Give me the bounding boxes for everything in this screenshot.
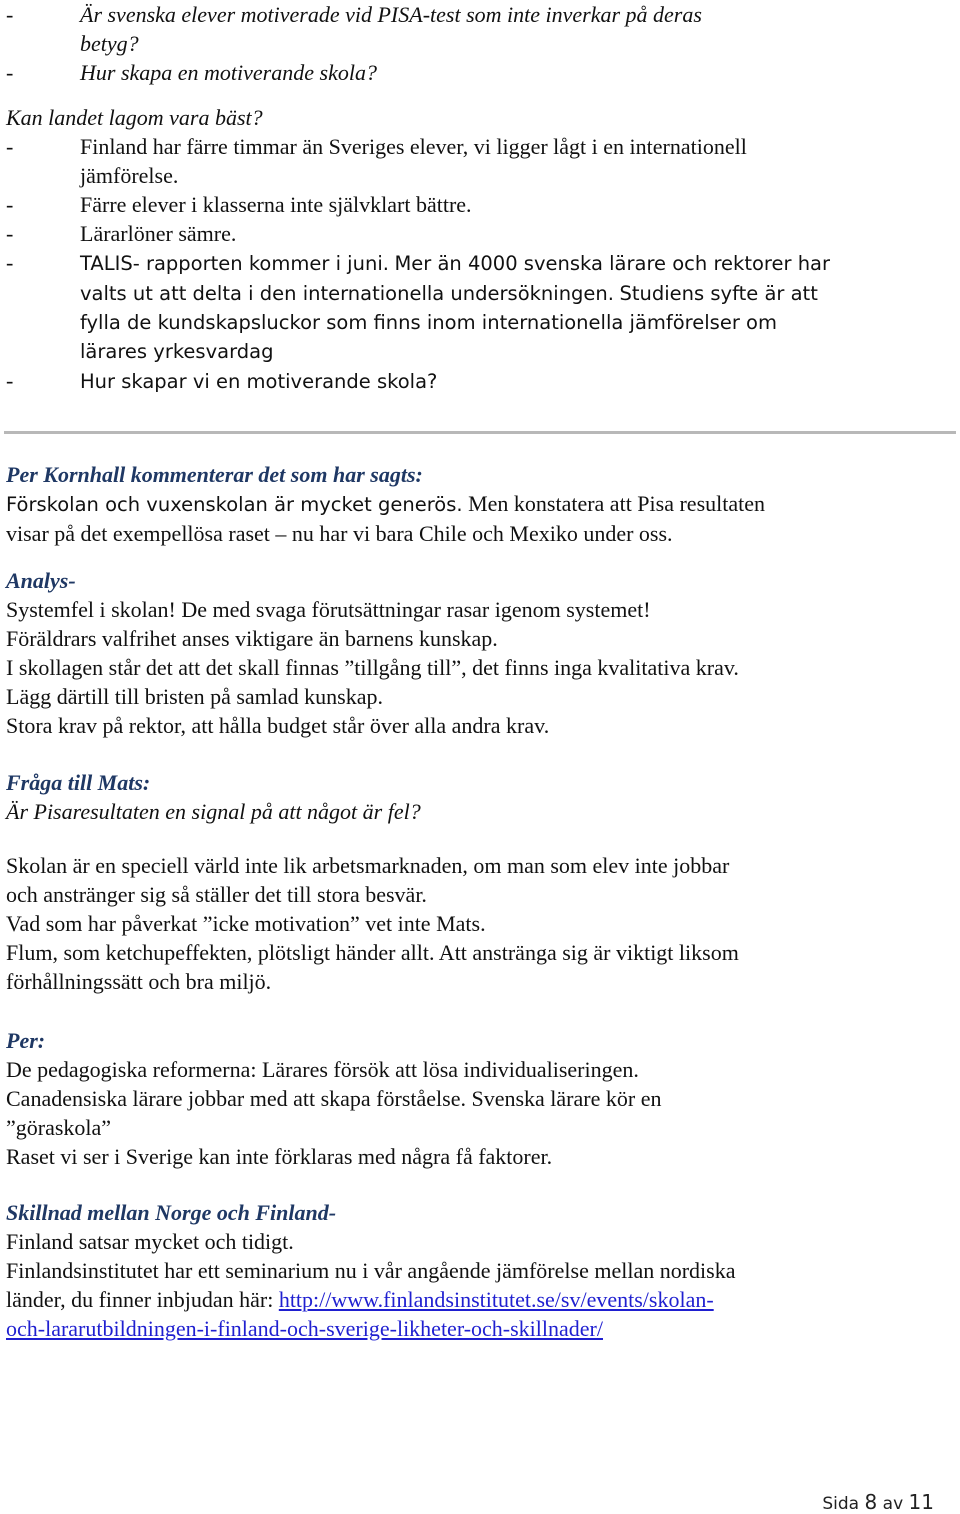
paragraph-line: Systemfel i skolan! De med svaga förutsättningar rasar igenom systemet!	[6, 597, 651, 622]
page-footer	[822, 1490, 934, 1514]
list-item-continuation: fylla de kundskapsluckor som finns inom internationella jämförelser om	[80, 311, 777, 334]
paragraph-line: Förskolan och vuxenskolan är mycket generös. Men konstatera att Pisa resultaten	[6, 491, 765, 516]
paragraph-line: Finlandsinstitutet har ett seminarium nu i vår angående jämförelse mellan nordiska	[6, 1258, 736, 1283]
mats-section	[6, 768, 739, 996]
norge-finland-section	[6, 1198, 735, 1343]
list-item: - Är svenska elever motiverade vid PISA-test som inte inverkar på deras	[6, 2, 702, 27]
horizontal-divider	[4, 431, 956, 434]
per-section	[6, 1026, 661, 1171]
list-item: - Lärarlöner sämre.	[6, 221, 237, 246]
list-item: - Finland har färre timmar än Sveriges elever, vi ligger lågt i en internationell	[6, 134, 747, 159]
list-item: - Hur skapar vi en motiverande skola?	[6, 368, 438, 393]
paragraph-line: ”göraskola”	[6, 1115, 112, 1140]
section-heading: Per Kornhall kommenterar det som har sagts:	[6, 462, 423, 487]
list-item: - TALIS- rapporten kommer i juni. Mer än 4000 svenska lärare och rektorer har	[6, 250, 831, 275]
paragraph-line: Vad som har påverkat ”icke motivation” vet inte Mats.	[6, 911, 486, 936]
paragraph-line: länder, du finner inbjudan här: http://www.finlandsinstitutet.se/sv/events/skolan-	[6, 1287, 714, 1312]
intro-list	[6, 0, 702, 87]
paragraph-line: Skolan är en speciell värld inte lik arbetsmarknaden, om man som elev inte jobbar	[6, 853, 730, 878]
finlandsinstitutet-link-continuation[interactable]: och-lararutbildningen-i-finland-och-sverige-likheter-och-skillnader/	[6, 1316, 603, 1341]
section-heading: Per:	[6, 1028, 46, 1053]
section-heading: Fråga till Mats:	[6, 770, 151, 795]
paragraph-line: Stora krav på rektor, att hålla budget står över alla andra krav.	[6, 713, 550, 738]
section-heading: Skillnad mellan Norge och Finland-	[6, 1200, 337, 1225]
list-item: - Färre elever i klasserna inte självklart bättre.	[6, 192, 472, 217]
footer-av-label: av	[882, 1494, 904, 1514]
total-pages-number: 11	[908, 1490, 934, 1514]
paragraph-line: I skollagen står det att det skall finnas ”tillgång till”, det finns inga kvalitativa krav.	[6, 655, 739, 680]
paragraph-line: visar på det exempellösa raset – nu har vi bara Chile och Mexiko under oss.	[6, 521, 673, 546]
lagom-section	[6, 103, 830, 396]
footer-sida-label: Sida	[822, 1494, 860, 1514]
paragraph-line: Lägg därtill till bristen på samlad kunskap.	[6, 684, 383, 709]
section-heading: Analys-	[6, 568, 76, 593]
paragraph-line: Föräldrars valfrihet anses viktigare än barnens kunskap.	[6, 626, 498, 651]
section-heading: Kan landet lagom vara bäst?	[6, 105, 263, 130]
list-item-continuation: valts ut att delta i den internationella undersökningen. Studiens syfte är att	[80, 282, 818, 305]
list-item-continuation: jämförelse.	[80, 163, 179, 188]
kornhall-section	[6, 460, 765, 548]
paragraph-line: Flum, som ketchupeffekten, plötsligt händer allt. Att anstränga sig är viktigt liksom	[6, 940, 739, 965]
paragraph-line: Raset vi ser i Sverige kan inte förklaras med några få faktorer.	[6, 1144, 553, 1169]
finlandsinstitutet-link[interactable]: http://www.finlandsinstitutet.se/sv/events/skolan-	[278, 1287, 714, 1312]
paragraph-line: förhållningssätt och bra miljö.	[6, 969, 272, 994]
paragraph-line	[6, 1314, 735, 1343]
current-page-number: 8	[864, 1490, 878, 1514]
paragraph-line: De pedagogiska reformerna: Lärares försök att lösa individualiseringen.	[6, 1057, 639, 1082]
analys-section	[6, 566, 739, 740]
paragraph-line: och anstränger sig så ställer det till stora besvär.	[6, 882, 427, 907]
list-item-continuation: betyg?	[80, 31, 139, 56]
list-item: - Hur skapa en motiverande skola?	[6, 60, 377, 85]
dash: -	[6, 2, 14, 27]
paragraph-line: Canadensiska lärare jobbar med att skapa förståelse. Svenska lärare kör en	[6, 1086, 662, 1111]
list-item-continuation: lärares yrkesvardag	[80, 340, 274, 363]
paragraph-line: Finland satsar mycket och tidigt.	[6, 1229, 294, 1254]
question-line: Är Pisaresultaten en signal på att något är fel?	[6, 799, 421, 824]
